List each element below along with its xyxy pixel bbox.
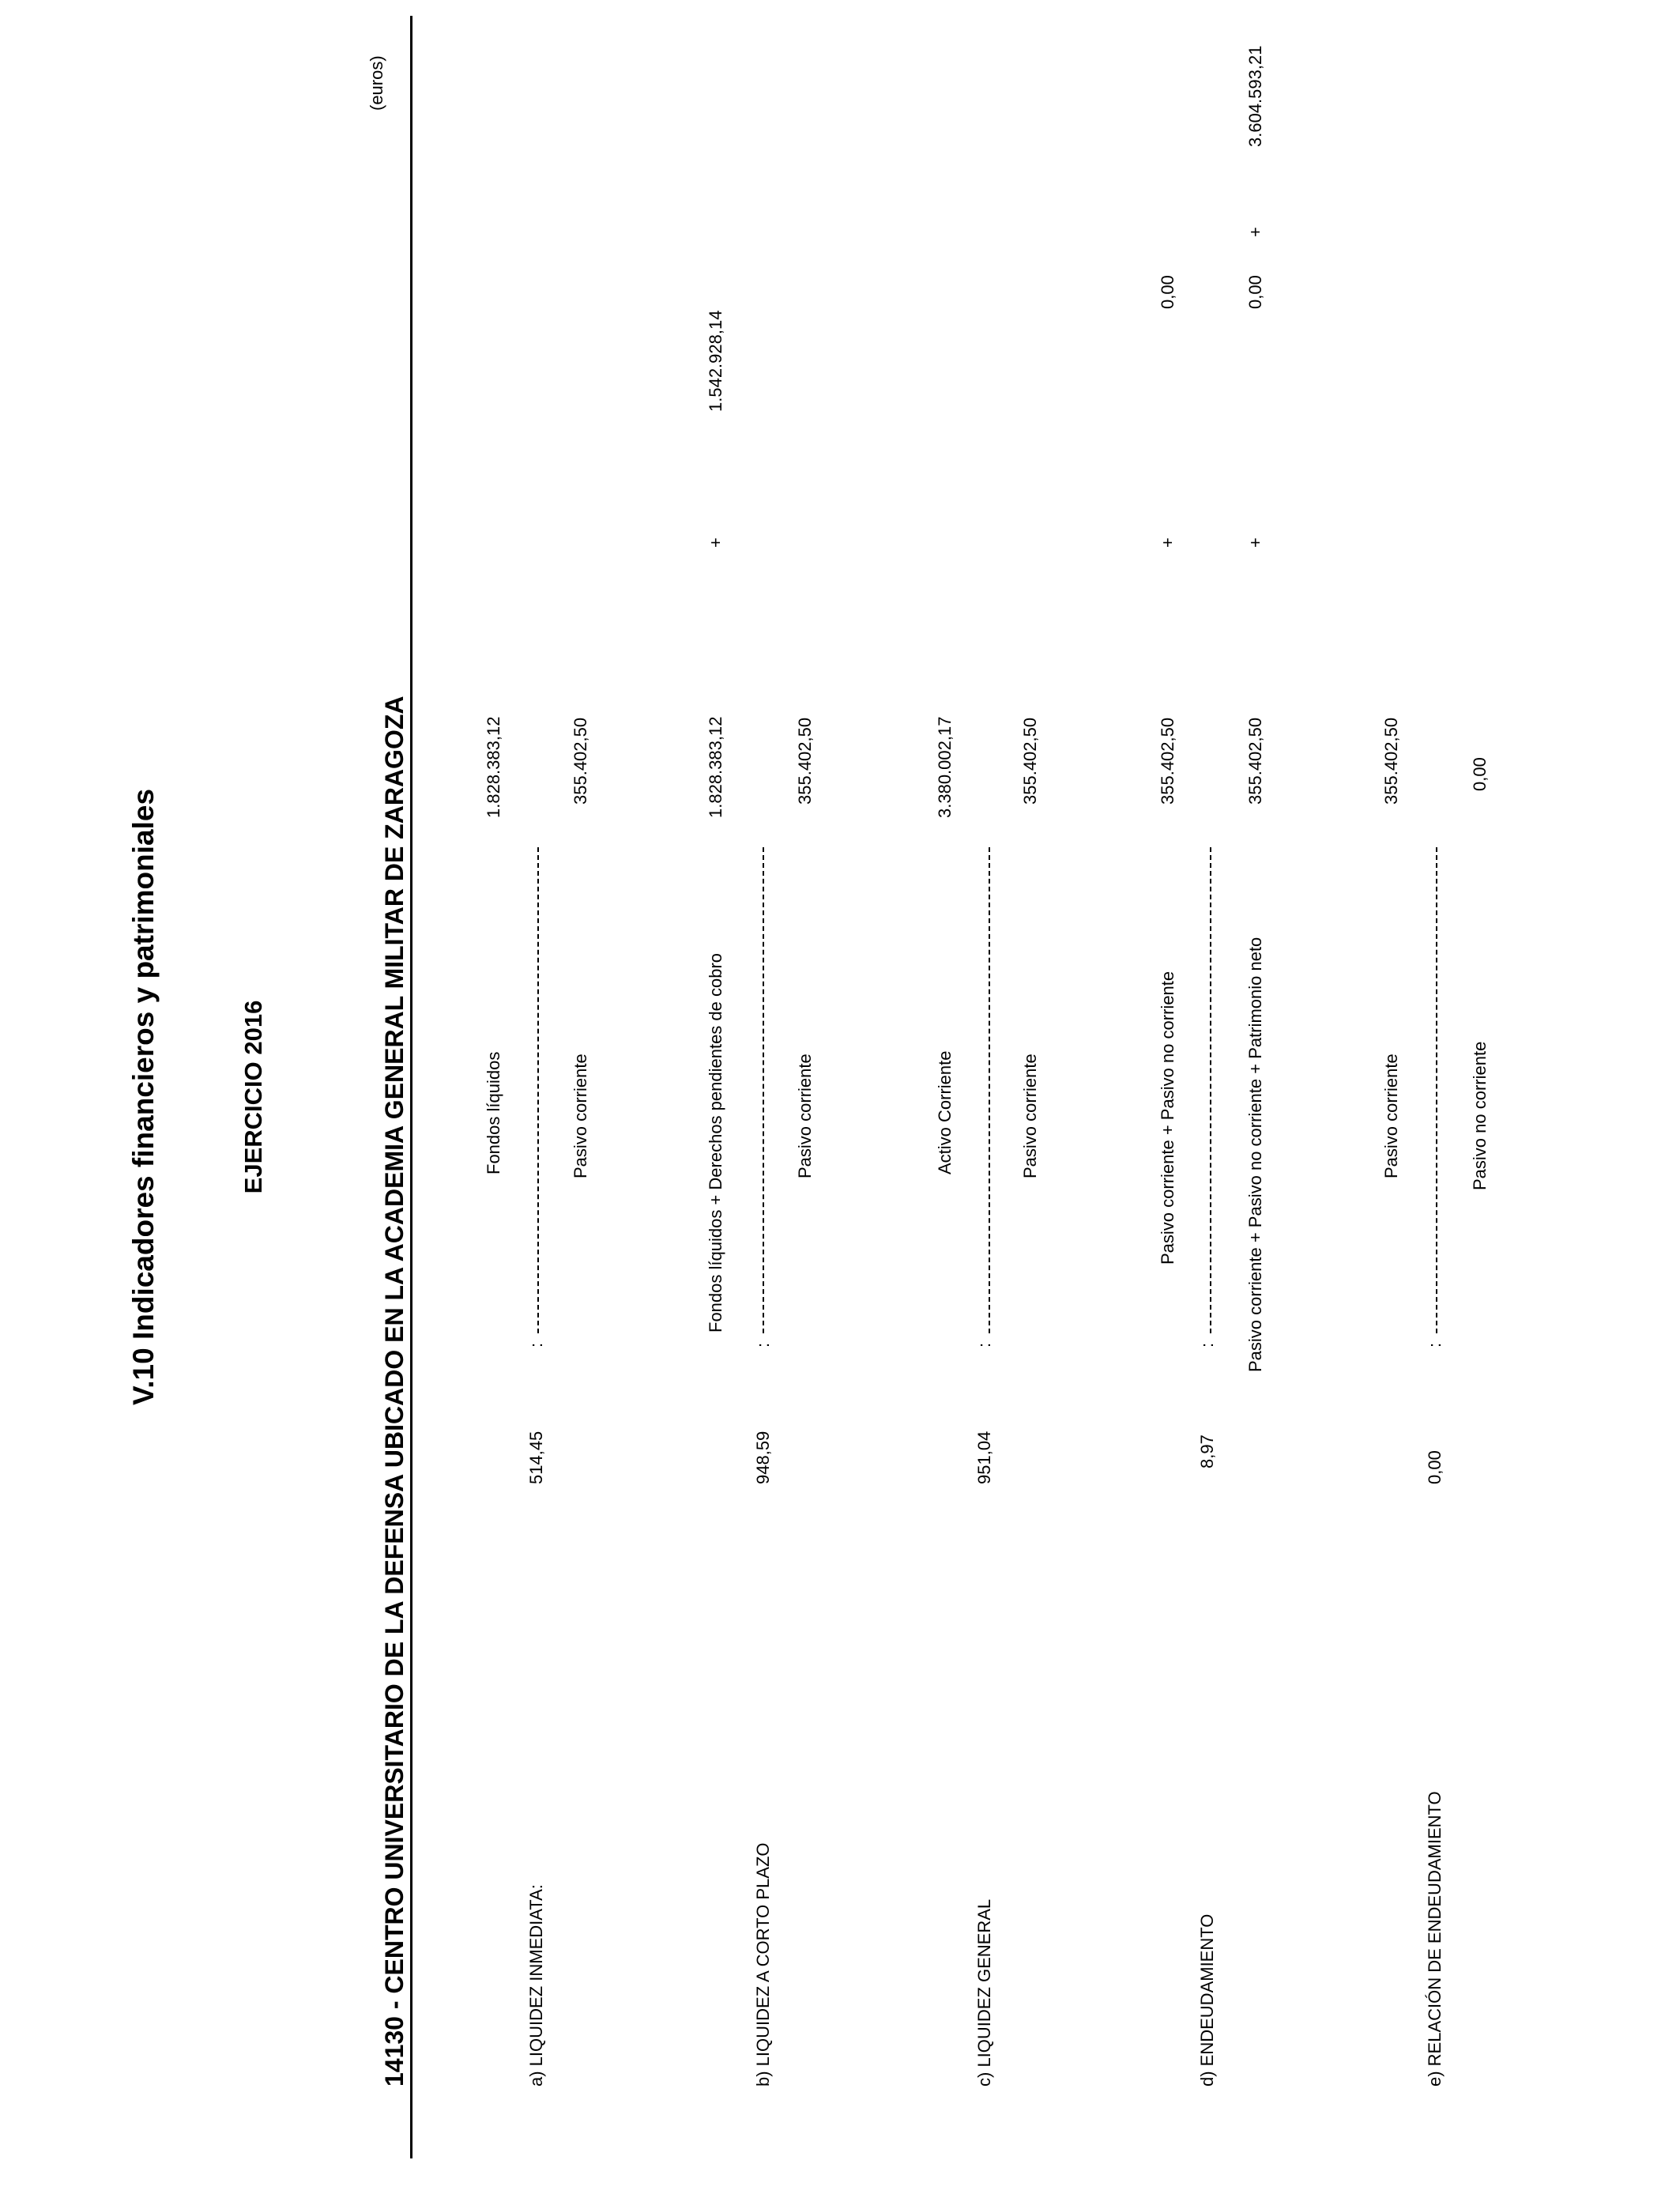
numerator-value: 355.402,50 [1158, 717, 1177, 805]
indicator-separator: : [1425, 1342, 1445, 1348]
indicator-label: c) LIQUIDEZ GENERAL [974, 1898, 994, 2087]
numerator-value: 355.402,50 [1381, 717, 1401, 805]
fraction-line [537, 847, 539, 1333]
indicator-value: 8,97 [1197, 1434, 1217, 1468]
indicator-value: 0,00 [1425, 1450, 1445, 1484]
denominator-label: Pasivo corriente + Pasivo no corriente + Patrimonio neto [1245, 937, 1265, 1372]
indicator-label: d) ENDEUDAMIENTO [1197, 1913, 1217, 2087]
plus-sign: + [1158, 537, 1177, 548]
numerator-label: Fondos líquidos + Derechos pendientes de cobro [706, 952, 725, 1333]
indicator-label: e) RELACIÓN DE ENDEUDAMIENTO [1425, 1791, 1445, 2087]
denominator-value: 0,00 [1470, 757, 1490, 791]
fiscal-year-title: EJERCICIO 2016 [239, 1000, 267, 1194]
fraction-line [1210, 847, 1211, 1333]
numerator-value: 1.828.383,12 [706, 716, 725, 818]
denominator-value-2: 0,00 [1245, 275, 1265, 309]
denominator-value: 355.402,50 [1245, 717, 1265, 805]
report-title: V.10 Indicadores financieros y patrimoniales [127, 788, 160, 1406]
indicator-separator: : [526, 1342, 546, 1348]
plus-sign: + [1245, 227, 1265, 237]
denominator-label: Pasivo corriente [1020, 1054, 1040, 1178]
entity-title: 14130 - CENTRO UNIVERSITARIO DE LA DEFENSA UBICADO EN LA ACADEMIA GENERAL MILITAR DE ZARAGOZA [380, 696, 409, 2087]
plus-sign: + [1245, 537, 1265, 548]
denominator-label: Pasivo corriente [795, 1054, 815, 1178]
numerator-value-2: 0,00 [1158, 275, 1177, 309]
indicator-label: b) LIQUIDEZ A CORTO PLAZO [753, 1842, 773, 2087]
denominator-label: Pasivo corriente [571, 1054, 590, 1178]
indicator-separator: : [1197, 1342, 1217, 1348]
numerator-value: 3.380.002,17 [935, 716, 955, 818]
fraction-line [1436, 847, 1437, 1333]
header-rule [410, 16, 412, 2158]
numerator-label: Pasivo corriente [1381, 1054, 1401, 1178]
indicator-value: 951,04 [974, 1431, 994, 1484]
denominator-value: 355.402,50 [571, 717, 590, 805]
indicator-separator: : [753, 1342, 773, 1348]
denominator-value: 355.402,50 [795, 717, 815, 805]
fraction-line [989, 847, 990, 1333]
numerator-value: 1.828.383,12 [484, 716, 503, 818]
indicator-label: a) LIQUIDEZ INMEDIATA: [526, 1884, 546, 2087]
denominator-value: 355.402,50 [1020, 717, 1040, 805]
numerator-value-2: 1.542.928,14 [706, 310, 725, 412]
plus-sign: + [706, 537, 725, 548]
numerator-label: Fondos líquidos [484, 1051, 503, 1174]
indicator-value: 948,59 [753, 1431, 773, 1484]
fraction-line [763, 847, 764, 1333]
currency-unit: (euros) [367, 55, 386, 111]
indicator-separator: : [974, 1342, 994, 1348]
denominator-label: Pasivo no corriente [1470, 1041, 1490, 1190]
numerator-label: Pasivo corriente + Pasivo no corriente [1158, 971, 1177, 1265]
numerator-label: Activo Corriente [935, 1050, 955, 1174]
denominator-value-3: 3.604.593,21 [1245, 45, 1265, 147]
indicator-value: 514,45 [526, 1431, 546, 1484]
